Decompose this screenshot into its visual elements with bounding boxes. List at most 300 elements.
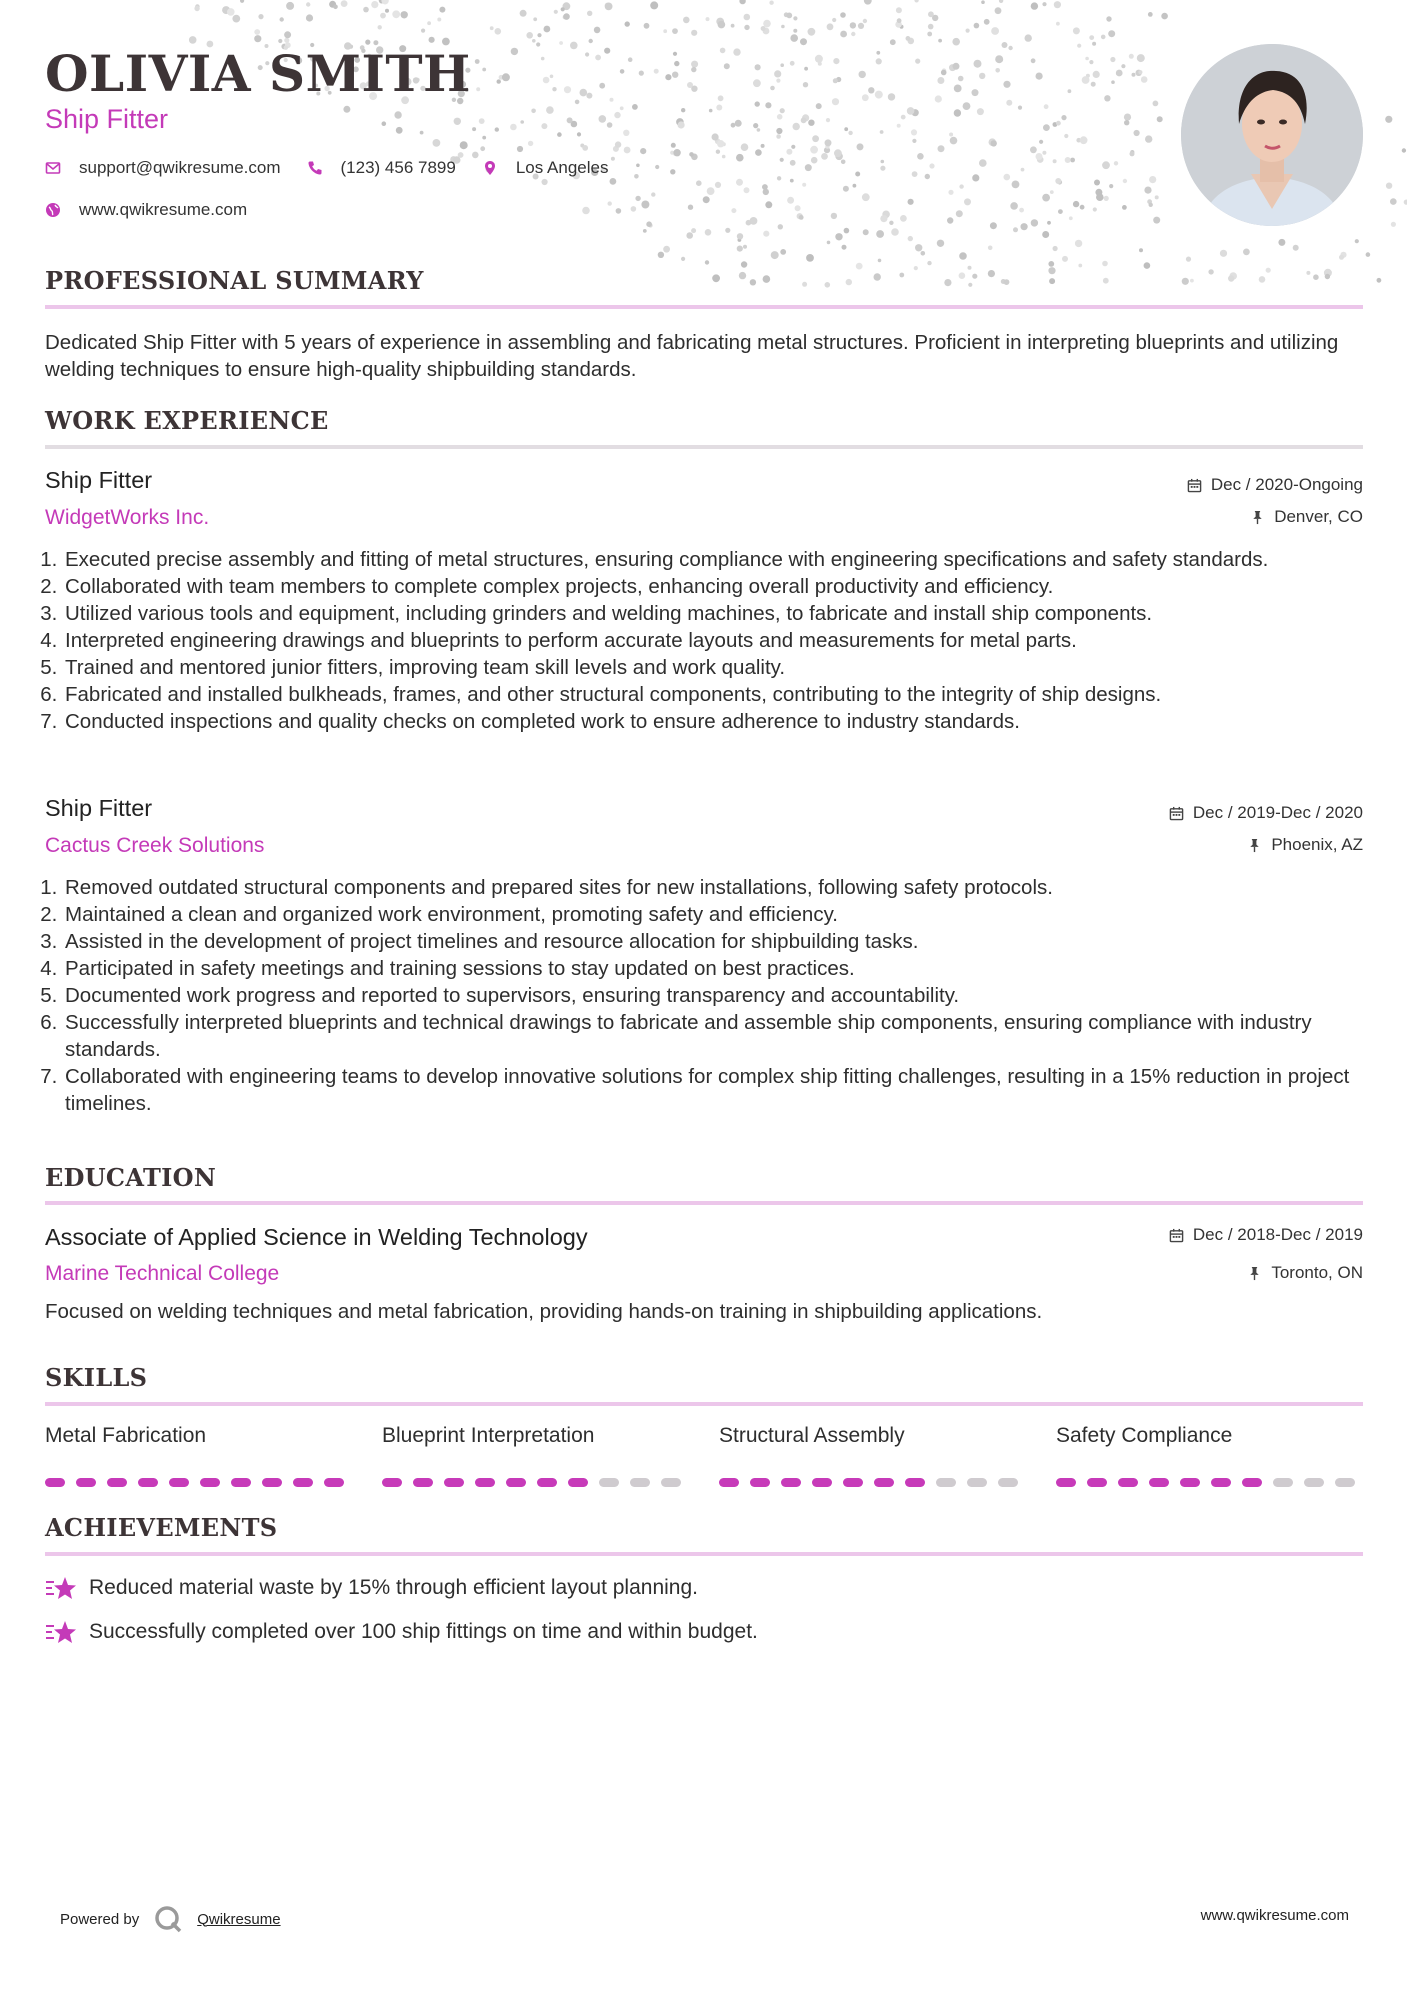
decorative-dot <box>816 103 822 109</box>
decorative-dot <box>520 10 527 17</box>
decorative-dot <box>888 93 895 100</box>
decorative-dot <box>741 261 747 267</box>
decorative-dot <box>691 67 696 72</box>
decorative-dot <box>683 17 690 24</box>
decorative-dot <box>1137 54 1145 62</box>
decorative-dot <box>803 82 808 87</box>
decorative-dot <box>1391 222 1396 227</box>
decorative-dot <box>876 51 880 55</box>
decorative-dot <box>739 272 746 279</box>
decorative-dot <box>604 48 610 54</box>
decorative-dot <box>707 187 715 195</box>
decorative-dot <box>724 63 730 69</box>
decorative-dot <box>333 5 338 10</box>
decorative-dot <box>763 20 771 28</box>
decorative-dot <box>972 89 979 96</box>
decorative-dot <box>1025 34 1032 41</box>
degree-title: Associate of Applied Science in Welding Technology <box>45 1224 588 1250</box>
decorative-dot <box>639 71 644 76</box>
decorative-dot <box>941 70 947 76</box>
decorative-dot <box>844 127 848 131</box>
decorative-dot <box>899 273 904 278</box>
decorative-dot <box>786 13 792 19</box>
decorative-dot <box>848 131 852 135</box>
decorative-dot <box>479 118 485 124</box>
decorative-dot <box>1094 180 1100 186</box>
decorative-dot <box>876 230 884 238</box>
decorative-dot <box>1123 179 1127 183</box>
decorative-dot <box>864 0 872 5</box>
decorative-dot <box>641 201 649 209</box>
decorative-dot <box>908 236 913 241</box>
education-location-text: Toronto, ON <box>1271 1263 1363 1282</box>
decorative-dot <box>802 282 807 287</box>
decorative-dot <box>808 28 816 36</box>
decorative-dot <box>687 82 693 88</box>
experience-heading: WORK EXPERIENCE <box>45 406 329 435</box>
decorative-dot <box>815 55 823 63</box>
decorative-dot <box>765 102 771 108</box>
decorative-dot <box>718 21 726 29</box>
decorative-dot <box>672 72 678 78</box>
decorative-dot <box>868 87 874 93</box>
decorative-dot <box>1208 269 1213 274</box>
decorative-dot <box>915 244 922 251</box>
decorative-dot <box>1145 135 1152 142</box>
decorative-dot <box>546 106 554 114</box>
decorative-dot <box>851 32 855 36</box>
decorative-dot <box>744 25 749 30</box>
decorative-dot <box>880 166 885 171</box>
decorative-dot <box>935 95 942 102</box>
list-item: 2. Collaborated with team members to complete complex projects, enhancing overall productivity and efficiency. <box>63 573 1381 600</box>
decorative-dot <box>911 129 917 135</box>
decorative-dot <box>650 1 658 9</box>
decorative-dot <box>914 0 918 3</box>
skill-segment-empty <box>1304 1478 1324 1487</box>
decorative-dot <box>439 7 445 13</box>
decorative-dot <box>958 76 964 82</box>
decorative-dot <box>475 59 480 64</box>
decorative-dot <box>663 29 667 33</box>
decorative-dot <box>644 23 650 29</box>
decorative-dot <box>1021 223 1028 230</box>
decorative-dot <box>678 121 685 128</box>
skill-item <box>719 1424 1019 1448</box>
decorative-dot <box>1110 57 1115 62</box>
skill-segment-empty <box>1273 1478 1293 1487</box>
decorative-dot <box>631 206 637 212</box>
decorative-dot <box>1042 194 1050 202</box>
decorative-dot <box>1109 184 1113 188</box>
decorative-dot <box>908 199 914 205</box>
decorative-dot <box>635 196 640 201</box>
skill-segment-filled <box>45 1478 65 1487</box>
email-text: support@qwikresume.com <box>79 158 281 177</box>
decorative-dot <box>928 11 934 17</box>
candidate-role: Ship Fitter <box>45 104 169 134</box>
decorative-dot <box>681 257 685 261</box>
decorative-dot <box>1104 95 1110 101</box>
decorative-dot <box>1056 121 1061 126</box>
decorative-dot <box>620 69 625 74</box>
company-name: WidgetWorks Inc. <box>45 506 210 529</box>
decorative-dot <box>284 31 291 38</box>
contact-row <box>45 158 634 178</box>
decorative-dot <box>862 94 869 101</box>
decorative-dot <box>608 201 612 205</box>
job-responsibilities <box>45 546 1381 735</box>
decorative-dot <box>833 78 838 83</box>
decorative-dot <box>510 124 517 131</box>
decorative-dot <box>974 23 980 29</box>
decorative-dot <box>1186 257 1191 262</box>
decorative-dot <box>1266 268 1271 273</box>
decorative-dot <box>735 120 742 127</box>
decorative-dot <box>381 0 388 5</box>
decorative-dot <box>914 266 918 270</box>
decorative-dot <box>1366 252 1371 257</box>
company-name: Cactus Creek Solutions <box>45 834 265 857</box>
decorative-dot <box>863 229 869 235</box>
decorative-dot <box>394 111 401 118</box>
decorative-dot <box>825 282 831 288</box>
decorative-dot <box>890 39 896 45</box>
decorative-dot <box>636 164 640 168</box>
decorative-dot <box>874 273 881 280</box>
decorative-dot <box>780 108 785 113</box>
decorative-dot <box>1058 209 1063 214</box>
decorative-dot <box>736 154 744 162</box>
decorative-dot <box>688 205 693 210</box>
decorative-dot <box>1095 189 1102 196</box>
decorative-dot <box>947 217 953 223</box>
achievement-item <box>45 1619 758 1645</box>
decorative-dot <box>482 136 486 140</box>
decorative-dot <box>1042 151 1046 155</box>
decorative-dot <box>801 117 807 123</box>
decorative-dot <box>1144 262 1151 269</box>
decorative-dot <box>750 279 756 285</box>
decorative-dot <box>570 42 578 50</box>
decorative-dot <box>582 207 590 215</box>
contact-location <box>482 158 609 178</box>
decorative-dot <box>793 29 797 33</box>
decorative-dot <box>954 109 961 116</box>
list-item: 4. Participated in safety meetings and training sessions to stay updated on best practices. <box>63 955 1381 982</box>
decorative-dot <box>937 240 944 247</box>
skill-name: Metal Fabrication <box>45 1424 207 1447</box>
skill-segment-filled <box>843 1478 863 1487</box>
decorative-dot <box>705 260 709 264</box>
decorative-dot <box>1036 73 1043 80</box>
decorative-dot <box>907 107 915 115</box>
decorative-dot <box>1102 161 1110 169</box>
decorative-dot <box>1161 13 1168 20</box>
decorative-dot <box>1220 250 1227 257</box>
decorative-dot <box>790 179 794 183</box>
decorative-dot <box>1031 2 1038 9</box>
job-dates <box>1169 803 1363 823</box>
decorative-dot <box>620 106 624 110</box>
pushpin-icon <box>1250 510 1265 525</box>
contact-email[interactable] <box>45 158 281 178</box>
decorative-dot <box>880 130 884 134</box>
decorative-dot <box>795 205 801 211</box>
decorative-dot <box>1042 2 1046 6</box>
summary-heading: PROFESSIONAL SUMMARY <box>45 266 424 295</box>
decorative-dot <box>915 59 920 64</box>
decorative-dot <box>912 139 916 143</box>
decorative-dot <box>777 176 781 180</box>
education-dates-text: Dec / 2018-Dec / 2019 <box>1192 1225 1363 1244</box>
skill-segment-empty <box>1335 1478 1355 1487</box>
decorative-dot <box>806 254 814 262</box>
decorative-dot <box>1047 221 1051 225</box>
skill-segment-filled <box>812 1478 832 1487</box>
skill-segment-filled <box>781 1478 801 1487</box>
decorative-dot <box>746 220 752 226</box>
decorative-dot <box>1089 60 1093 64</box>
decorative-dot <box>427 21 431 25</box>
decorative-dot <box>979 73 985 79</box>
decorative-dot <box>1054 1 1061 8</box>
decorative-dot <box>1386 183 1392 189</box>
list-item: 5. Trained and mentored junior fitters, improving team skill levels and work quality. <box>63 654 1381 681</box>
footer-website-link[interactable]: www.qwikresume.com <box>1200 1907 1349 1924</box>
list-item: 6. Fabricated and installed bulkheads, frames, and other structural components, contributing to the integrity of ship designs. <box>63 681 1381 708</box>
decorative-dot <box>1134 130 1140 136</box>
list-item: 4. Interpreted engineering drawings and blueprints to perform accurate layouts and measurements for metal parts. <box>63 627 1381 654</box>
decorative-dot <box>1122 205 1127 210</box>
decorative-dot <box>460 141 468 149</box>
decorative-dot <box>774 70 781 77</box>
decorative-dot <box>380 13 386 19</box>
decorative-dot <box>991 27 999 35</box>
decorative-dot <box>948 190 953 195</box>
decorative-dot <box>1104 196 1109 201</box>
decorative-dot <box>1243 249 1250 256</box>
decorative-dot <box>799 215 804 220</box>
decorative-dot <box>663 246 670 253</box>
decorative-dot <box>599 83 605 89</box>
decorative-dot <box>739 0 745 4</box>
skill-segment-filled <box>444 1478 464 1487</box>
decorative-dot <box>1325 274 1330 279</box>
decorative-dot <box>610 98 614 102</box>
pushpin-icon <box>1247 838 1262 853</box>
decorative-dot <box>691 228 696 233</box>
skill-item <box>1056 1424 1356 1448</box>
decorative-dot <box>733 48 740 55</box>
achievements-divider <box>45 1552 1363 1556</box>
job-dates-text: Dec / 2019-Dec / 2020 <box>1192 803 1363 822</box>
qwikresume-link[interactable]: Qwikresume <box>197 1910 281 1928</box>
decorative-dot <box>1190 279 1194 283</box>
decorative-dot <box>741 143 749 151</box>
decorative-dot <box>1148 12 1153 17</box>
decorative-dot <box>853 184 857 188</box>
contact-website[interactable] <box>45 200 273 220</box>
decorative-dot <box>1182 278 1189 285</box>
skill-segment-filled <box>413 1478 433 1487</box>
decorative-dot <box>831 213 837 219</box>
decorative-dot <box>1108 30 1115 37</box>
decorative-dot <box>582 145 588 151</box>
decorative-dot <box>988 246 993 251</box>
decorative-dot <box>991 140 997 146</box>
decorative-dot <box>607 122 613 128</box>
decorative-dot <box>778 224 783 229</box>
decorative-dot <box>1003 81 1010 88</box>
decorative-dot <box>1141 76 1148 83</box>
decorative-dot <box>802 183 806 187</box>
job-dates-text: Dec / 2020-Ongoing <box>1210 475 1363 494</box>
decorative-dot <box>1339 255 1344 260</box>
decorative-dot <box>1065 157 1071 163</box>
decorative-dot <box>846 279 852 285</box>
portrait-avatar <box>1181 44 1363 226</box>
decorative-dot <box>655 165 659 169</box>
decorative-dot <box>705 229 712 236</box>
decorative-dot <box>625 21 630 26</box>
decorative-dot <box>790 160 796 166</box>
skill-name: Structural Assembly <box>719 1424 905 1447</box>
decorative-dot <box>240 0 244 3</box>
achievement-text: Successfully completed over 100 ship fittings on time and within budget. <box>89 1620 758 1643</box>
skill-segment-filled <box>262 1478 282 1487</box>
decorative-dot <box>781 25 785 29</box>
powered-by-label: Powered by <box>60 1910 140 1928</box>
decorative-dot <box>1019 208 1024 213</box>
decorative-dot <box>753 79 761 87</box>
decorative-dot <box>897 124 901 128</box>
decorative-dot <box>691 61 698 68</box>
decorative-dot <box>1039 140 1043 144</box>
calendar-icon <box>1169 1228 1184 1243</box>
decorative-dot <box>594 27 601 34</box>
location-text: Los Angeles <box>515 158 609 177</box>
skill-segment-filled <box>1180 1478 1200 1487</box>
decorative-dot <box>833 58 839 64</box>
decorative-dot <box>284 38 289 43</box>
decorative-dot <box>258 14 263 19</box>
decorative-dot <box>897 18 902 23</box>
decorative-dot <box>859 71 866 78</box>
decorative-dot <box>812 135 819 142</box>
decorative-dot <box>761 26 766 31</box>
decorative-dot <box>968 266 972 270</box>
skill-segment-empty <box>599 1478 619 1487</box>
list-item: 7. Conducted inspections and quality checks on completed work to ensure adherence to industry standards. <box>63 708 1381 735</box>
decorative-dot <box>722 155 726 159</box>
decorative-dot <box>1013 227 1018 232</box>
skill-segment-filled <box>568 1478 588 1487</box>
decorative-dot <box>959 272 966 279</box>
decorative-dot <box>972 174 979 181</box>
job-location-text: Phoenix, AZ <box>1271 835 1363 854</box>
decorative-dot <box>543 77 550 84</box>
decorative-dot <box>674 61 679 66</box>
decorative-dot <box>850 22 856 28</box>
list-item: 6. Successfully interpreted blueprints and technical drawings to fabricate and assemble ship components, ensuring compliance with industry standards. <box>63 1009 1381 1063</box>
skill-segment-filled <box>293 1478 313 1487</box>
summary-divider <box>45 305 1363 309</box>
decorative-dot <box>938 145 945 152</box>
decorative-dot <box>595 55 601 61</box>
decorative-dot <box>681 108 685 112</box>
decorative-dot <box>1153 101 1159 107</box>
decorative-dot <box>771 251 779 259</box>
skill-segment-filled <box>1149 1478 1169 1487</box>
decorative-dot <box>1111 80 1115 84</box>
decorative-dot <box>517 146 523 152</box>
decorative-dot <box>646 221 652 227</box>
candidate-name: OLIVIA SMITH <box>45 44 471 103</box>
decorative-dot <box>753 123 758 128</box>
decorative-dot <box>561 7 565 11</box>
envelope-icon <box>45 160 61 176</box>
decorative-dot <box>605 3 613 11</box>
decorative-dot <box>896 7 902 13</box>
skill-segment-filled <box>1242 1478 1262 1487</box>
decorative-dot <box>1103 278 1109 284</box>
footer-powered-by <box>60 1905 281 1933</box>
shooting-star-icon <box>45 1619 77 1645</box>
decorative-dot <box>776 134 781 139</box>
decorative-dot <box>755 101 760 106</box>
list-item: 7. Collaborated with engineering teams to develop innovative solutions for complex ship fitting challenges, resulting in a 15% reduction in project timelines. <box>63 1063 1381 1117</box>
contact-phone[interactable] <box>307 158 456 178</box>
decorative-dot <box>614 112 620 118</box>
decorative-dot <box>490 26 494 30</box>
decorative-dot <box>825 139 832 146</box>
decorative-dot <box>972 274 977 279</box>
calendar-icon <box>1169 806 1184 821</box>
decorative-dot <box>863 19 867 23</box>
decorative-dot <box>536 42 540 46</box>
phone-icon <box>307 160 323 176</box>
decorative-dot <box>862 193 870 201</box>
map-pin-icon <box>482 160 498 176</box>
decorative-dot <box>959 252 967 260</box>
decorative-dot <box>881 160 885 164</box>
decorative-dot <box>616 208 622 214</box>
decorative-dot <box>737 246 743 252</box>
decorative-dot <box>840 31 847 38</box>
decorative-dot <box>842 245 847 250</box>
decorative-dot <box>964 198 971 205</box>
decorative-dot <box>1082 76 1090 84</box>
decorative-dot <box>589 39 593 43</box>
decorative-dot <box>731 24 735 28</box>
decorative-dot <box>420 131 424 135</box>
decorative-dot <box>878 259 882 263</box>
decorative-dot <box>966 29 970 33</box>
decorative-dot <box>429 37 435 43</box>
decorative-dot <box>906 36 911 41</box>
decorative-dot <box>780 158 784 162</box>
summary-text: Dedicated Ship Fitter with 5 years of experience in assembling and fabricating metal structures. Proficient in interpreting blueprints and utilizing welding techniques to ensure high-quality shipbuilding standards. <box>45 331 1339 381</box>
decorative-dot <box>1278 239 1285 246</box>
decorative-dot <box>855 172 860 177</box>
decorative-dot <box>563 13 570 20</box>
education-description: Focused on welding techniques and metal fabrication, providing hands-on training in shipbuilding applications. <box>45 1300 1043 1323</box>
decorative-dot <box>544 26 551 33</box>
decorative-dot <box>925 174 930 179</box>
profile-photo <box>1181 44 1363 226</box>
decorative-dot <box>725 228 730 233</box>
